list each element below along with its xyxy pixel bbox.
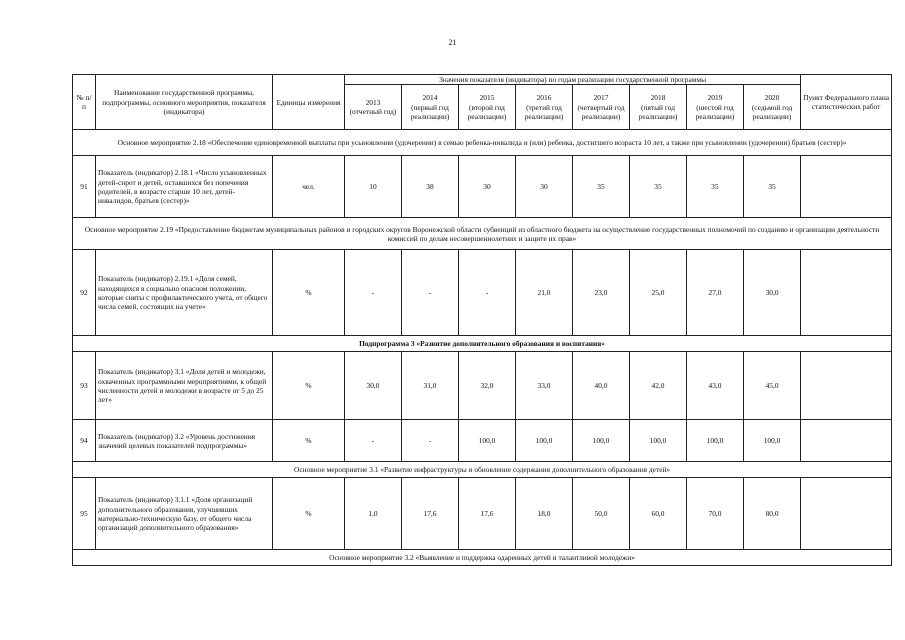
header-year-label: 2013 <box>365 98 381 107</box>
row-num: 93 <box>73 352 96 420</box>
header-year-note: (отчетный год) <box>349 107 397 117</box>
header-year-note: (третий год реализации) <box>524 102 564 121</box>
row-value-2020: 35 <box>744 156 801 218</box>
header-units: Единицы измерения <box>273 75 345 130</box>
section-title: Основное мероприятие 3.1 «Развитие инфраструктуры и обновление содержания дополнительного образования детей» <box>73 462 892 478</box>
row-value-2020: 80,0 <box>744 478 801 550</box>
row-value-2019: 100,0 <box>687 420 744 462</box>
row-value-2014: 38 <box>402 156 459 218</box>
row-value-2019: 27,0 <box>687 250 744 336</box>
row-indicator-name: Показатель (индикатор) 3.2 «Уровень достижения значений целевых показателей подпрограммы» <box>96 420 273 462</box>
header-values-group: Значения показателя (индикатора) по годам реализации государственной программы <box>345 75 801 85</box>
row-value-2018: 25,0 <box>630 250 687 336</box>
page-number: 21 <box>448 38 457 47</box>
row-plan <box>801 420 892 462</box>
section-title: Основное мероприятие 2.18 «Обеспечение единовременной выплаты при усыновлении (удочерении) в семью ребенка-инвалида и (или) ребенка, достигшего возраста 10 лет, а также при усыновлении (удочерении) братьев (сестер)» <box>73 130 892 156</box>
row-plan <box>801 352 892 420</box>
row-unit: % <box>273 250 345 336</box>
header-year-note: (первый год реализации) <box>410 102 450 121</box>
header-year-2018 <box>630 85 687 130</box>
row-value-2017: 35 <box>573 156 630 218</box>
table-row <box>73 156 892 218</box>
row-value-2013: 10 <box>345 156 402 218</box>
header-year-2014 <box>402 85 459 130</box>
row-value-2018: 35 <box>630 156 687 218</box>
row-value-2016: 18,0 <box>516 478 573 550</box>
row-indicator-name: Показатель (индикатор) 2.19.1 «Доля семей, находящихся в социально опасном положении, которые сняты с профилактического учета, от общего числа семей, состоящих на учете» <box>96 250 273 336</box>
section-row <box>73 130 892 156</box>
row-num: 92 <box>73 250 96 336</box>
header-year-label: 2018 <box>650 93 666 103</box>
row-value-2017: 23,0 <box>573 250 630 336</box>
section-title: Основное мероприятие 2.19 «Предоставление бюджетам муниципальных районов и городских округов Воронежской области субвенций из областного бюджета на осуществление государственных полномочий по созданию и организации деятельности комиссий по делам несовершеннолетних и защите их прав» <box>73 218 892 250</box>
table-row <box>73 420 892 462</box>
row-indicator-name: Показатель (индикатор) 3.1.1 «Доля организаций дополнительного образования, улучшивших материально-техническую базу, от общего числа организаций дополнительного образования» <box>96 478 273 550</box>
section-row <box>73 462 892 478</box>
header-year-2019 <box>687 85 744 130</box>
row-value-2019: 70,0 <box>687 478 744 550</box>
row-plan <box>801 250 892 336</box>
row-value-2014: - <box>402 250 459 336</box>
row-value-2014: 31,0 <box>402 352 459 420</box>
row-indicator-name: Показатель (индикатор) 3.1 «Доля детей и молодежи, охваченных программными мероприятиями, к общей численности детей и молодежи в возрасте от 5 до 25 лет» <box>96 352 273 420</box>
subprogram-row <box>73 336 892 352</box>
row-plan <box>801 478 892 550</box>
table-row <box>73 478 892 550</box>
header-year-note: (пятый год реализации) <box>638 102 678 121</box>
indicators-table <box>72 74 892 566</box>
row-value-2020: 45,0 <box>744 352 801 420</box>
row-value-2016: 100,0 <box>516 420 573 462</box>
row-value-2019: 35 <box>687 156 744 218</box>
header-year-2016 <box>516 85 573 130</box>
header-year-label: 2016 <box>536 93 552 103</box>
row-value-2018: 60,0 <box>630 478 687 550</box>
header-year-label: 2015 <box>479 93 495 103</box>
row-value-2013: 30,0 <box>345 352 402 420</box>
subprogram-title: Подпрограмма 3 «Развитие дополнительного образования и воспитания» <box>73 336 892 352</box>
row-value-2013: - <box>345 250 402 336</box>
row-value-2020: 100,0 <box>744 420 801 462</box>
header-year-label: 2014 <box>422 93 438 103</box>
header-year-2013 <box>345 85 402 130</box>
row-value-2015: 100,0 <box>459 420 516 462</box>
table-header <box>73 75 892 130</box>
section-row <box>73 218 892 250</box>
table-row <box>73 250 892 336</box>
row-unit: % <box>273 420 345 462</box>
header-year-note: (седьмой год реализации) <box>751 102 793 121</box>
header-year-2017 <box>573 85 630 130</box>
row-num: 94 <box>73 420 96 462</box>
row-value-2019: 43,0 <box>687 352 744 420</box>
table-body <box>73 130 892 566</box>
header-year-note: (второй год реализации) <box>467 102 507 121</box>
row-value-2013: 1,0 <box>345 478 402 550</box>
row-value-2016: 30 <box>516 156 573 218</box>
row-value-2016: 21,0 <box>516 250 573 336</box>
section-row <box>73 550 892 566</box>
header-year-2020 <box>744 85 801 130</box>
row-unit: % <box>273 478 345 550</box>
row-value-2015: 30 <box>459 156 516 218</box>
row-plan <box>801 156 892 218</box>
row-value-2018: 42,0 <box>630 352 687 420</box>
row-unit: чел. <box>273 156 345 218</box>
row-value-2015: 32,0 <box>459 352 516 420</box>
header-name: Наименование государственной программы, подпрограммы, основного мероприятия, показателя (индикатора) <box>96 75 273 130</box>
row-num: 95 <box>73 478 96 550</box>
table-row <box>73 352 892 420</box>
row-unit: % <box>273 352 345 420</box>
header-num: № п/п <box>73 75 96 130</box>
row-value-2018: 100,0 <box>630 420 687 462</box>
row-value-2016: 33,0 <box>516 352 573 420</box>
row-value-2017: 100,0 <box>573 420 630 462</box>
section-title: Основное мероприятие 3.2 «Выявление и поддержка одаренных детей и талантливой молодежи» <box>73 550 892 566</box>
header-year-note: (четвертый год реализации) <box>577 102 625 121</box>
row-value-2017: 50,0 <box>573 478 630 550</box>
row-indicator-name: Показатель (индикатор) 2.18.1 «Число усыновленных детей-сирот и детей, оставшихся без попечения родителей, в возрасте старше 10 лет, детей-инвалидов, братьев (сестер)» <box>96 156 273 218</box>
header-year-label: 2019 <box>707 93 723 103</box>
header-year-label: 2020 <box>764 93 780 103</box>
header-year-note: (шестой год реализации) <box>695 102 735 121</box>
row-value-2015: 17,6 <box>459 478 516 550</box>
row-value-2014: - <box>402 420 459 462</box>
header-plan: Пункт Федерального плана статистических работ <box>801 75 892 130</box>
row-value-2013: - <box>345 420 402 462</box>
row-value-2017: 40,0 <box>573 352 630 420</box>
row-value-2015: - <box>459 250 516 336</box>
header-year-2015 <box>459 85 516 130</box>
row-value-2020: 30,0 <box>744 250 801 336</box>
header-year-label: 2017 <box>593 93 609 103</box>
row-value-2014: 17,6 <box>402 478 459 550</box>
row-num: 91 <box>73 156 96 218</box>
